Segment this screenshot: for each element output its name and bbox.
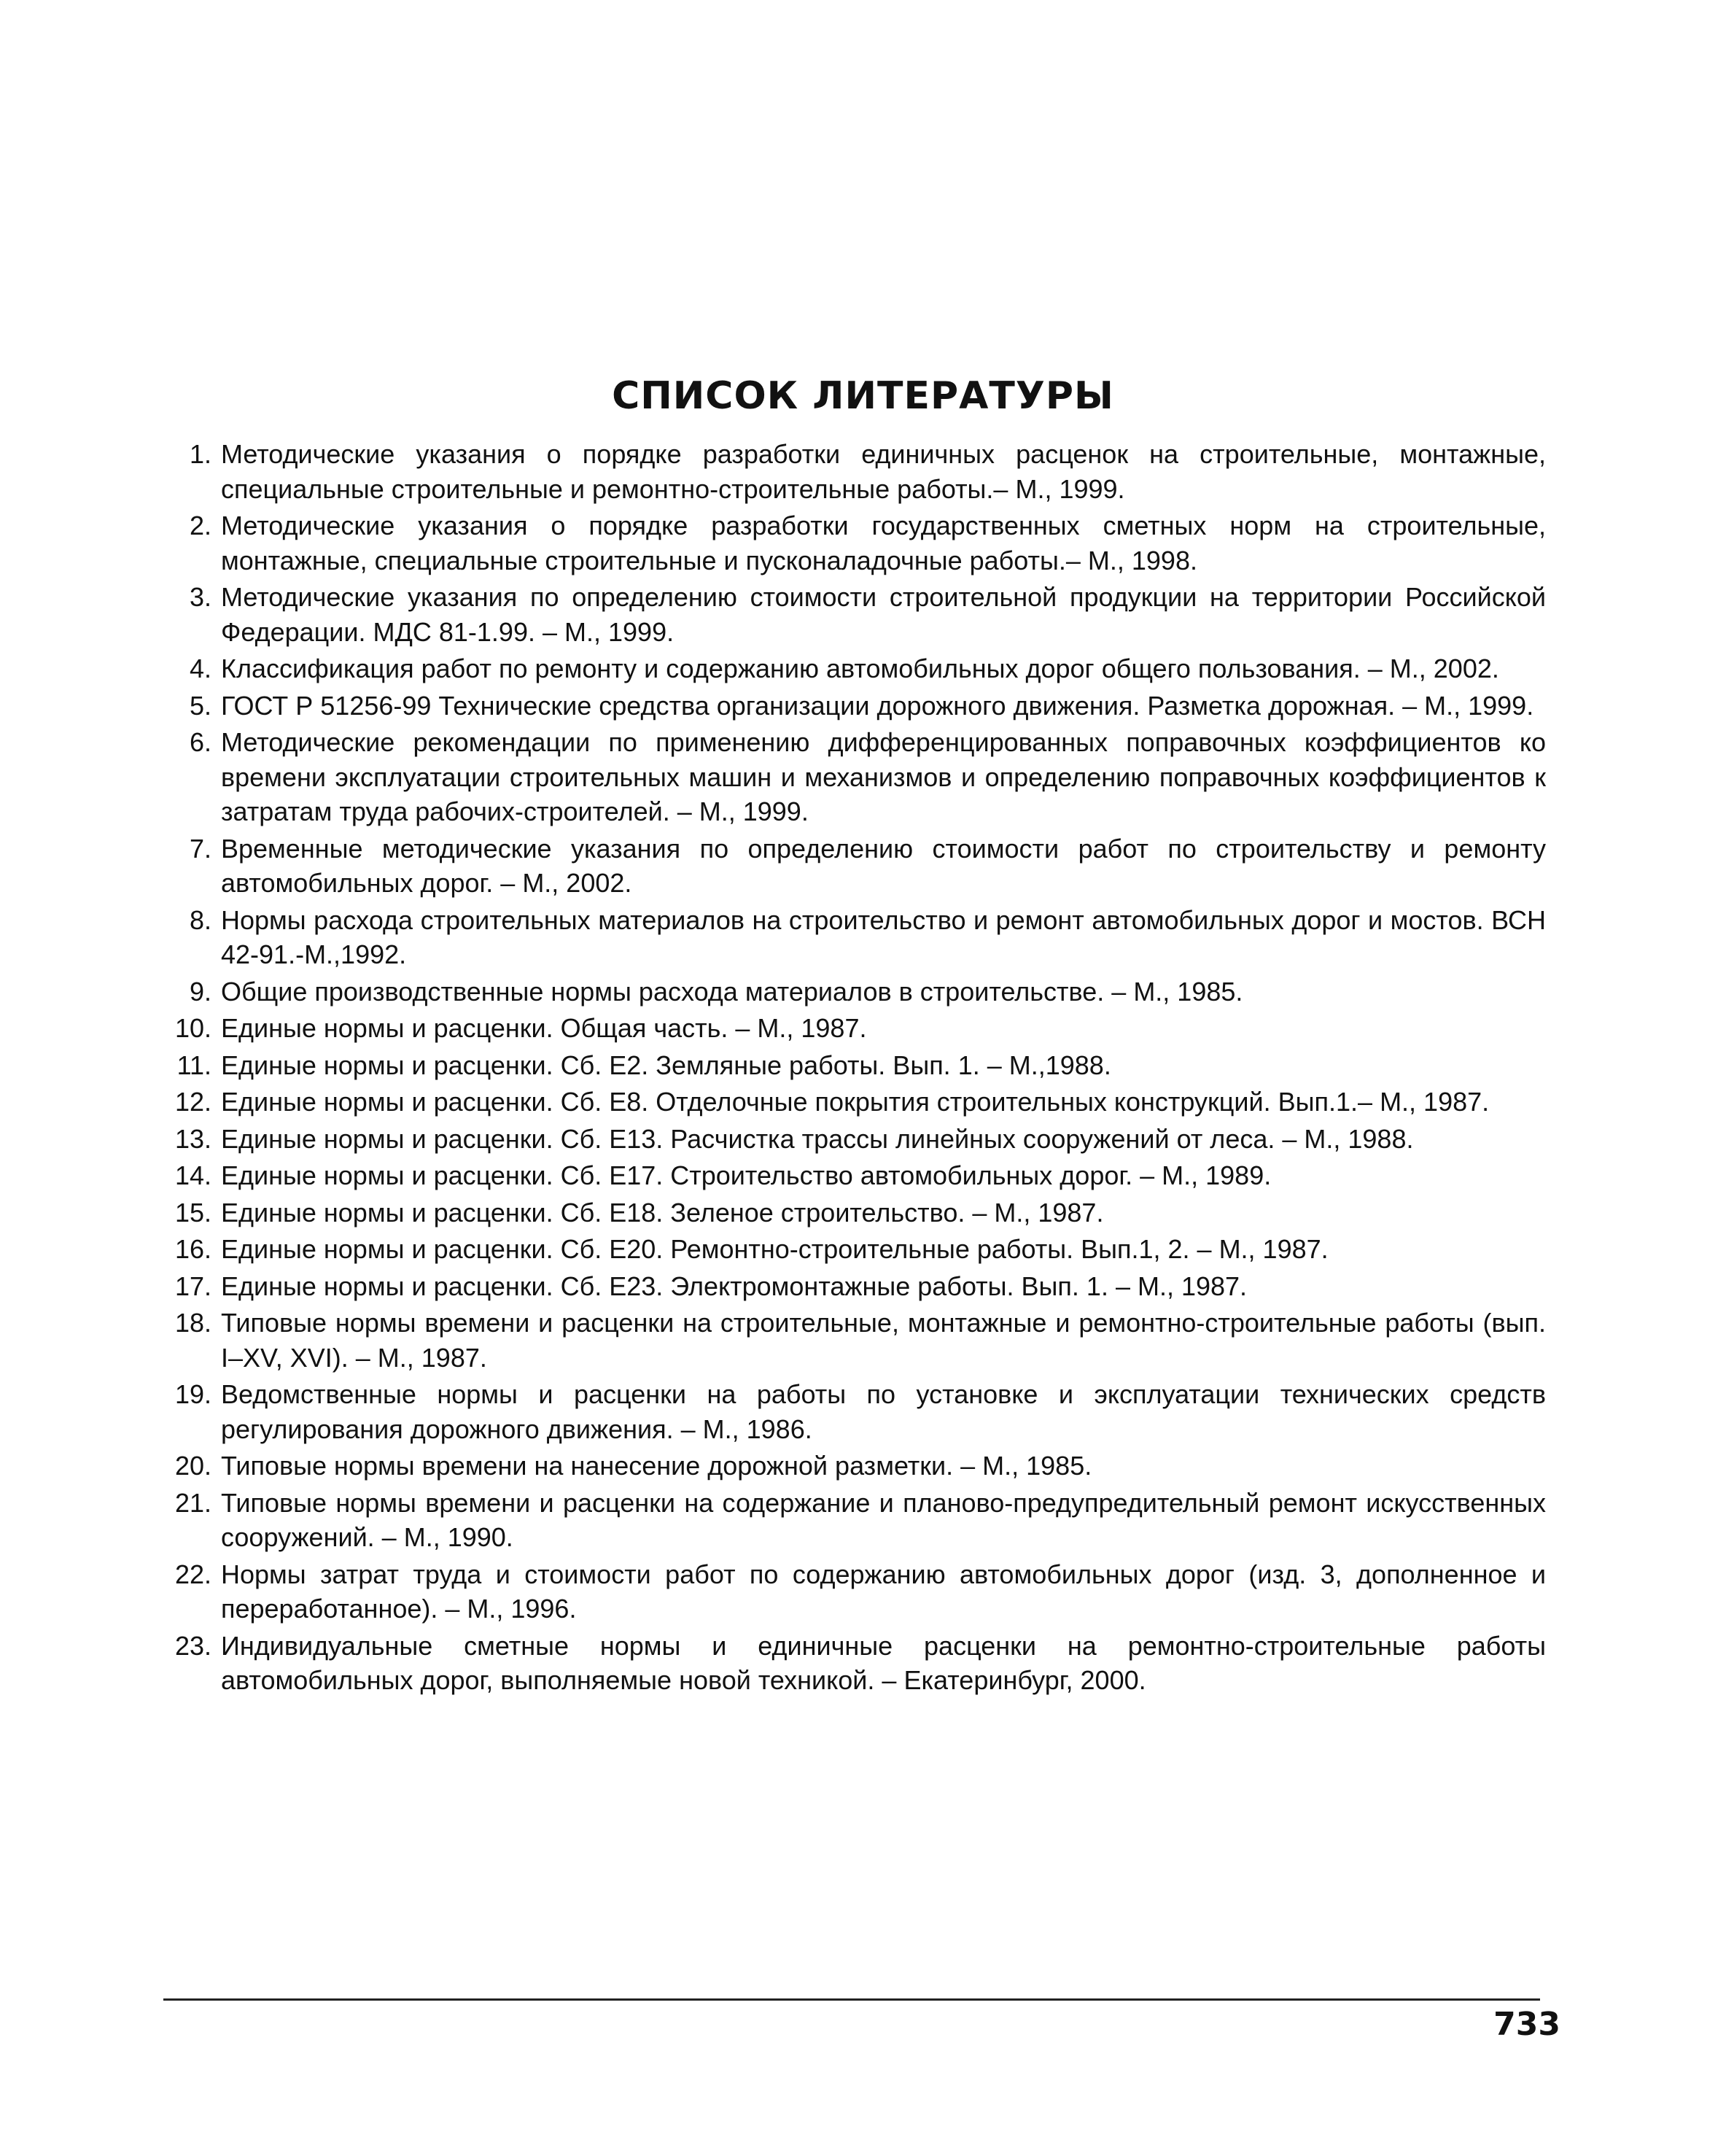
reference-text: Методические указания о порядке разработки единичных расценок на строительные, монтажные, специальные строительные и ремонтно-строительные работы.– М., 1999. <box>221 439 1546 504</box>
reference-text: Методические рекомендации по применению дифференцированных поправочных коэффициентов ко времени эксплуатации строительных машин и механизмов и определению поправочных коэффициентов к затратам труда рабочих-строителей. – М., 1999. <box>221 727 1546 826</box>
reference-text: Классификация работ по ремонту и содержанию автомобильных дорог общего пользования. – М., 2002. <box>221 654 1499 683</box>
reference-text: Временные методические указания по определению стоимости работ по строительству и ремонту автомобильных дорог. – М., 2002. <box>221 833 1546 898</box>
reference-text: Единые нормы и расценки. Сб. Е13. Расчистка трассы линейных сооружений от леса. – М., 1988. <box>221 1123 1414 1154</box>
reference-text: Методические указания о порядке разработки государственных сметных норм на строительные, монтажные, специальные строительные и пусконаладочные работы.– М., 1998. <box>221 511 1546 575</box>
reference-item <box>160 580 1546 649</box>
reference-number: 12. <box>174 1087 211 1117</box>
reference-item <box>160 1085 1546 1120</box>
reference-text: Нормы затрат труда и стоимости работ по содержанию автомобильных дорог (изд. 3, дополненное и переработанное). – М., 1996. <box>221 1559 1546 1624</box>
reference-item <box>160 831 1546 901</box>
reference-text: Единые нормы и расценки. Сб. Е18. Зеленое строительство. – М., 1987. <box>221 1197 1104 1228</box>
reference-number: 22. <box>174 1559 211 1589</box>
reference-text: Единые нормы и расценки. Сб. Е23. Электромонтажные работы. Вып. 1. – М., 1987. <box>221 1271 1248 1301</box>
reference-list <box>160 437 1546 1700</box>
footer-divider <box>163 1998 1540 2001</box>
reference-text: Типовые нормы времени и расценки на строительные, монтажные и ремонтно-строительные работы (вып. I–XV, XVI). – М., 1987. <box>221 1308 1546 1373</box>
reference-number: 6. <box>189 727 211 757</box>
reference-number: 2. <box>189 511 211 540</box>
reference-text: Единые нормы и расценки. Сб. Е8. Отделочные покрытия строительных конструкций. Вып.1.– М., 1987. <box>221 1087 1490 1117</box>
reference-item <box>160 1449 1546 1484</box>
reference-number: 14. <box>174 1160 211 1190</box>
reference-number: 11. <box>176 1050 211 1080</box>
reference-number: 17. <box>174 1271 211 1301</box>
reference-item <box>160 1195 1546 1230</box>
reference-item <box>160 903 1546 972</box>
page-title: СПИСОК ЛИТЕРАТУРЫ <box>612 374 1114 418</box>
reference-number: 10. <box>174 1013 211 1043</box>
reference-item <box>160 1011 1546 1046</box>
reference-text: Типовые нормы времени и расценки на содержание и планово-предупредительный ремонт искусственных сооружений. – М., 1990. <box>221 1487 1546 1552</box>
reference-text: Единые нормы и расценки. Сб. Е20. Ремонтно-строительные работы. Вып.1, 2. – М., 1987. <box>221 1234 1329 1264</box>
reference-item <box>160 974 1546 1009</box>
reference-item <box>160 1048 1546 1083</box>
reference-number: 20. <box>174 1451 211 1481</box>
reference-number: 15. <box>174 1197 211 1228</box>
reference-item <box>160 1232 1546 1267</box>
reference-item <box>160 1122 1546 1157</box>
reference-number: 18. <box>174 1308 211 1338</box>
reference-number: 19. <box>174 1379 211 1409</box>
reference-number: 16. <box>174 1234 211 1264</box>
reference-number: 23. <box>174 1630 211 1661</box>
reference-number: 3. <box>189 582 211 612</box>
reference-item <box>160 1557 1546 1626</box>
reference-number: 5. <box>189 690 211 721</box>
reference-item <box>160 651 1546 686</box>
reference-number: 9. <box>189 976 211 1007</box>
reference-text: Индивидуальные сметные нормы и единичные расценки на ремонтно-строительные работы автомобильных дорог, выполняемые новой техникой. – Екатеринбург, 2000. <box>221 1630 1546 1695</box>
page-number: 733 <box>1493 2006 1560 2043</box>
reference-text: Единые нормы и расценки. Сб. Е2. Земляные работы. Вып. 1. – М.,1988. <box>221 1050 1111 1080</box>
reference-item <box>160 1486 1546 1555</box>
reference-item <box>160 725 1546 829</box>
reference-item <box>160 1269 1546 1304</box>
reference-number: 13. <box>174 1123 211 1154</box>
reference-text: Общие производственные нормы расхода материалов в строительстве. – М., 1985. <box>221 976 1243 1007</box>
reference-text: Типовые нормы времени на нанесение дорожной разметки. – М., 1985. <box>221 1451 1092 1481</box>
reference-number: 4. <box>189 654 211 683</box>
reference-item <box>160 1306 1546 1375</box>
reference-item <box>160 1629 1546 1698</box>
reference-text: ГОСТ Р 51256-99 Технические средства организации дорожного движения. Разметка дорожная. – М., 1999. <box>221 690 1534 721</box>
reference-text: Единые нормы и расценки. Общая часть. – М., 1987. <box>221 1013 867 1043</box>
reference-text: Ведомственные нормы и расценки на работы по установке и эксплуатации технических средств регулирования дорожного движения. – М., 1986. <box>221 1379 1546 1444</box>
reference-number: 1. <box>189 439 211 469</box>
reference-item <box>160 1158 1546 1193</box>
reference-number: 21. <box>174 1487 211 1518</box>
reference-item <box>160 1377 1546 1446</box>
reference-text: Нормы расхода строительных материалов на строительство и ремонт автомобильных дорог и мостов. ВСН 42-91.-М.,1992. <box>221 904 1546 969</box>
reference-text: Методические указания по определению стоимости строительной продукции на территории Российской Федерации. МДС 81-1.99. – М., 1999. <box>221 582 1546 647</box>
reference-text: Единые нормы и расценки. Сб. Е17. Строительство автомобильных дорог. – М., 1989. <box>221 1160 1272 1190</box>
reference-item <box>160 689 1546 724</box>
reference-item <box>160 437 1546 506</box>
reference-number: 8. <box>189 904 211 935</box>
reference-item <box>160 508 1546 578</box>
reference-number: 7. <box>189 833 211 864</box>
